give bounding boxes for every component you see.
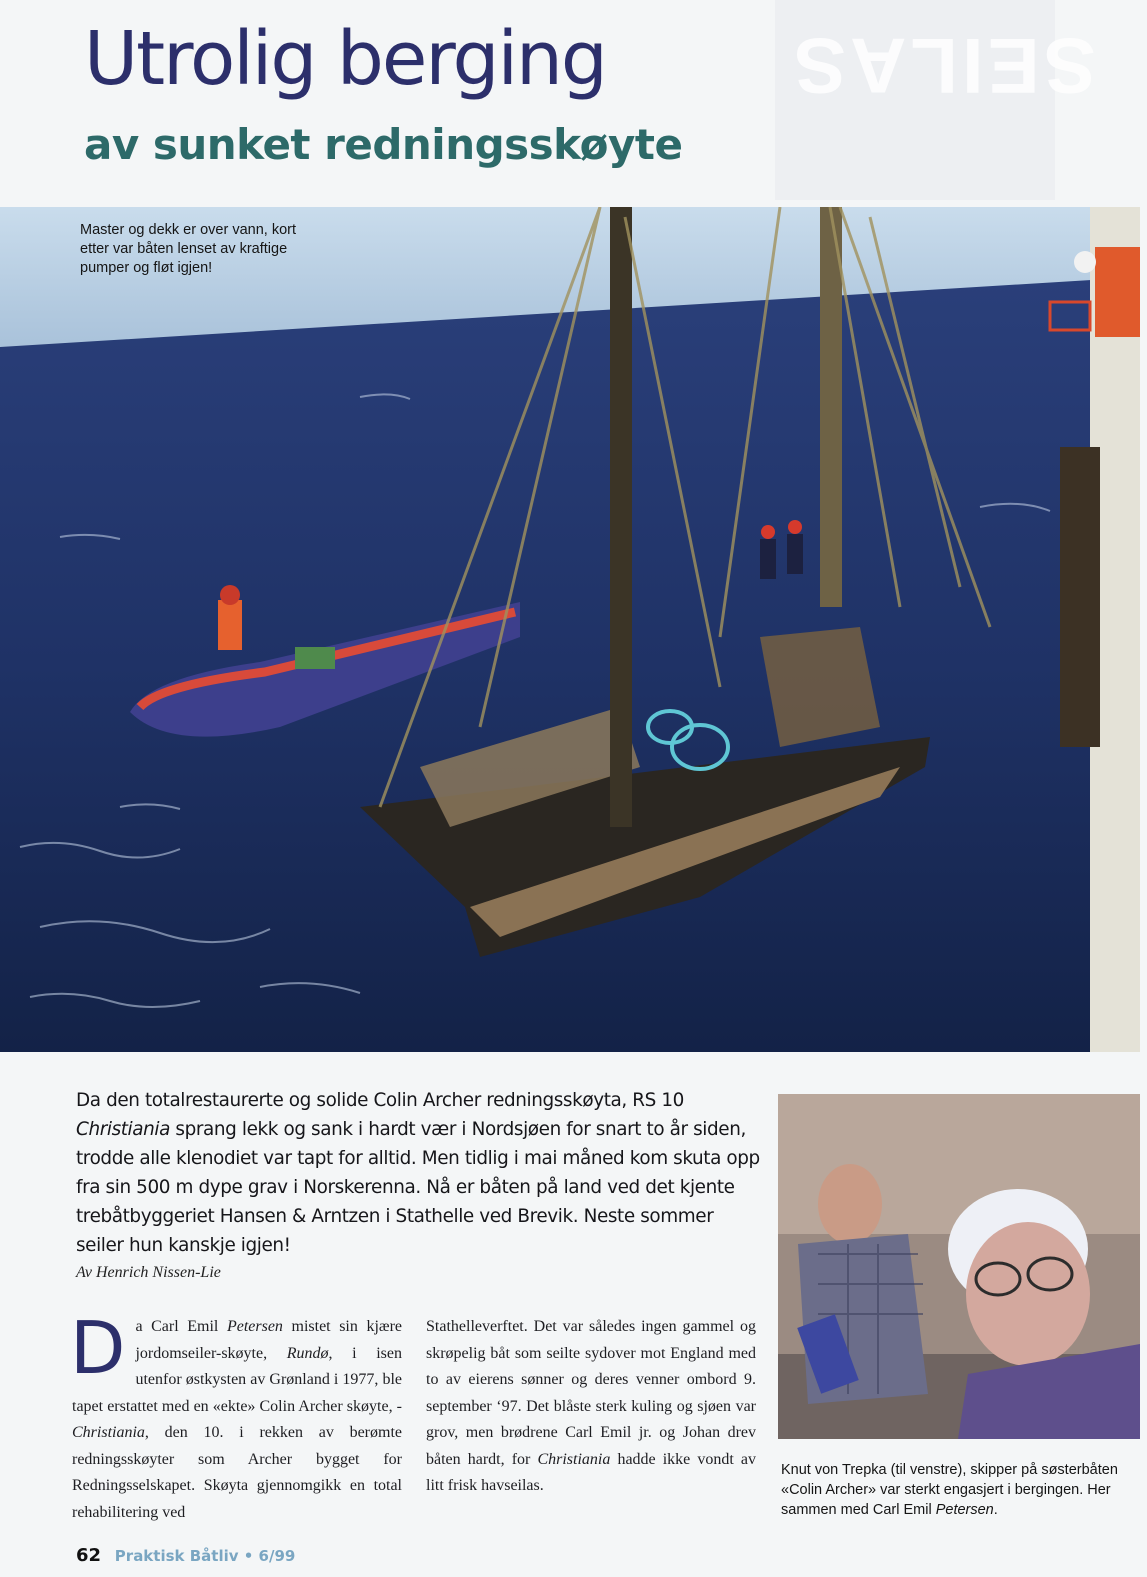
body-text: , i isen utenfor østkysten av Grønland i 1977, ble tapet erstattet med en «ekte» Colin Archer skøyte, - (72, 1344, 402, 1415)
lead-text-1: Da den totalrestaurerte og solide Colin Archer redningsskøyta, RS 10 (76, 1090, 684, 1111)
background-ghost-text: SEILAS (790, 22, 1096, 110)
body-text: hadde ikke vondt av litt frisk havseilas. (426, 1450, 757, 1494)
body-text: Stathelleverftet. Det var således ingen gammel og skrøpelig båt som seilte sydover mot England med to av eierens sønner og deres venner ombord 9. september ‘97. Det blåste sterk kuling og sjøen var grov, men brødrene Carl Emil jr. og Johan drev båten hardt, for (426, 1318, 756, 1468)
body-text: a Carl Emil (135, 1318, 227, 1335)
caption-text: . (993, 1502, 998, 1518)
lead-paragraph (76, 1086, 762, 1260)
inset-photo-caption (781, 1460, 1126, 1520)
inset-photo-illustration (778, 1094, 1140, 1439)
page-number: 62 (76, 1545, 102, 1566)
main-photo-caption: Master og dekk er over vann, kort etter var båten lenset av kraftige pumper og fløt igjen! (80, 222, 296, 276)
body-text: , den 10. i rekken av berømte redningsskøyter som Archer bygget for Redningsselskapet. Skøyta gjennomgikk en total rehabilitering ved (72, 1424, 402, 1521)
lead-text-2: sprang lekk og sank i hardt vær i Nordsjøen for snart to år siden, trodde alle klenodiet var tapt for alltid. Men tidlig i mai måned kom skuta opp fra sin 500 m dype grav i Norskerenna. Nå er båten på land ved det kjente trebåtbyggeriet Hansen & Arntzen i Stathelle ved Brevik. Neste sommer seiler hun kanskje igjen! (76, 1119, 760, 1256)
lead-boat-name: Christiania (76, 1119, 170, 1140)
drop-cap: D (70, 1306, 126, 1390)
magazine-issue: Praktisk Båtliv • 6/99 (114, 1547, 296, 1565)
body-text-italic: Petersen (226, 1318, 283, 1335)
body-column-1 (70, 1306, 402, 1526)
article-title: Utrolig berging (84, 16, 606, 102)
article-subtitle: av sunket redningsskøyte (84, 120, 683, 169)
caption-text-italic: Petersen (935, 1502, 994, 1518)
main-photo-illustration (0, 207, 1140, 1052)
body-text: mistet sin kjære jordomseiler-skøyte, (135, 1318, 402, 1362)
main-photo (0, 207, 1140, 1052)
caption-text: Knut von Trepka (til venstre), skipper på søsterbåten «Colin Archer» var sterkt engasjert i bergingen. Her sammen med Carl Emil (781, 1462, 1118, 1518)
page-footer (76, 1545, 295, 1566)
byline: Av Henrich Nissen-Lie (76, 1264, 221, 1281)
body-text-italic: Rundø (286, 1344, 329, 1362)
body-text-italic: Christiania (537, 1450, 611, 1468)
body-text-italic: Christiania (72, 1424, 145, 1441)
inset-photo (778, 1094, 1140, 1439)
body-column-2 (426, 1314, 756, 1500)
